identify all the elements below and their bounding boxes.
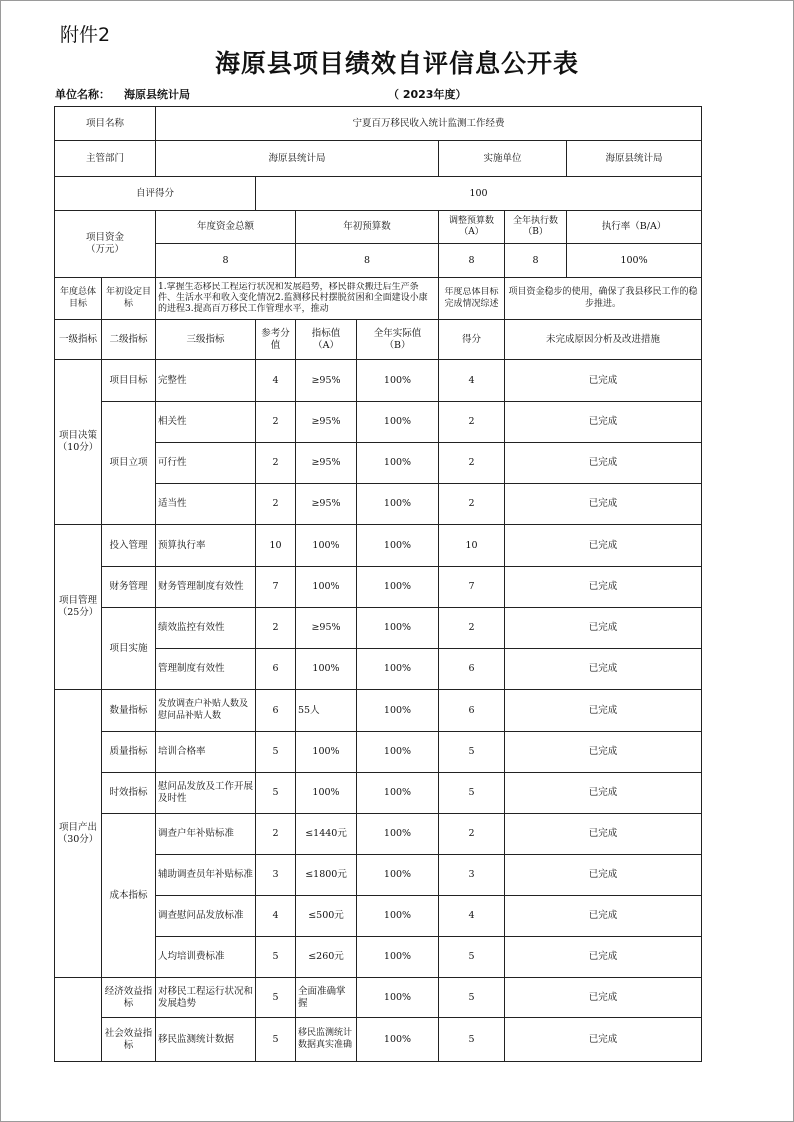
table-row <box>55 690 702 732</box>
performance-table <box>54 106 702 1062</box>
actual-value: 100% <box>357 732 439 773</box>
indicator-name: 对移民工程运行状况和发展趋势 <box>156 978 256 1018</box>
ref-score: 7 <box>256 567 296 608</box>
dept-value: 海原县统计局 <box>156 141 439 177</box>
group-decision: 项目决策 （10分） <box>55 360 102 525</box>
funds-initial: 8 <box>296 244 439 278</box>
score-cell: 7 <box>439 567 505 608</box>
score-cell: 6 <box>439 690 505 732</box>
completion-text: 项目资金稳步的使用，确保了我县移民工作的稳步推进。 <box>505 278 702 320</box>
completion-label-text: 年度总体目标完成情况综述 <box>444 287 499 309</box>
table-row <box>55 525 702 567</box>
actual-value: 100% <box>357 690 439 732</box>
ref-score: 5 <box>256 1018 296 1062</box>
impl-label: 实施单位 <box>439 141 567 177</box>
indicator-name: 适当性 <box>156 484 256 525</box>
level2-economic: 经济效益指标 <box>102 978 156 1018</box>
actual-value: 100% <box>357 896 439 937</box>
target-value: 全面准确掌握 <box>296 978 357 1018</box>
goal-row <box>55 278 702 320</box>
level2-input-mgmt: 投入管理 <box>102 525 156 567</box>
table-row <box>55 814 702 855</box>
indicator-name: 绩效监控有效性 <box>156 608 256 649</box>
actual-value: 100% <box>357 937 439 978</box>
target-value: ≥95% <box>296 402 357 443</box>
score-cell: 2 <box>439 814 505 855</box>
initial-goal-label: 年初设定目标 <box>102 278 156 320</box>
actual-value: 100% <box>357 773 439 814</box>
analysis-cell: 已完成 <box>505 484 702 525</box>
score-cell: 5 <box>439 978 505 1018</box>
indicator-name: 完整性 <box>156 360 256 402</box>
ref-score: 5 <box>256 773 296 814</box>
score-cell: 4 <box>439 360 505 402</box>
attachment-label: 附件2 <box>60 24 111 46</box>
level2-social: 社会效益指标 <box>102 1018 156 1062</box>
score-cell: 3 <box>439 855 505 896</box>
col-level2: 二级指标 <box>102 320 156 360</box>
indicator-name: 管理制度有效性 <box>156 649 256 690</box>
target-value: ≥95% <box>296 484 357 525</box>
target-value: 55人 <box>296 690 357 732</box>
indicator-name: 人均培训费标准 <box>156 937 256 978</box>
actual-value: 100% <box>357 443 439 484</box>
actual-value: 100% <box>357 649 439 690</box>
score-cell: 2 <box>439 402 505 443</box>
completion-label <box>439 278 505 320</box>
funds-label: 项目资金 （万元） <box>55 211 156 278</box>
analysis-cell: 已完成 <box>505 402 702 443</box>
level2-timeliness: 时效指标 <box>102 773 156 814</box>
actual-value: 100% <box>357 814 439 855</box>
department-row <box>55 141 702 177</box>
initial-goal-content: 1.掌握生态移民工程运行状况和发展趋势，移民群众搬迁后生产条件、生活水平和收入变化情况2.监测移民村摆脱贫困和全面建设小康的进程3.提高百万移民工作管理水平，推动 <box>158 281 428 315</box>
score-cell: 5 <box>439 937 505 978</box>
indicator-name: 可行性 <box>156 443 256 484</box>
level2-project-impl: 项目实施 <box>102 608 156 690</box>
target-value: 100% <box>296 732 357 773</box>
indicator-name: 慰问品发放及工作开展及时性 <box>156 773 256 814</box>
unit-name: 海原县统计局 <box>124 88 190 101</box>
analysis-cell: 已完成 <box>505 443 702 484</box>
target-value: ≤1800元 <box>296 855 357 896</box>
score-cell: 5 <box>439 1018 505 1062</box>
analysis-cell: 已完成 <box>505 360 702 402</box>
level2-finance-mgmt: 财务管理 <box>102 567 156 608</box>
annual-goal-label: 年度总体目标 <box>55 278 102 320</box>
analysis-cell: 已完成 <box>505 773 702 814</box>
actual-value: 100% <box>357 855 439 896</box>
ref-score: 2 <box>256 484 296 525</box>
funds-header-rate: 执行率（B/A） <box>567 211 702 244</box>
analysis-cell: 已完成 <box>505 567 702 608</box>
target-value: ≥95% <box>296 608 357 649</box>
target-value: 100% <box>296 525 357 567</box>
indicator-name: 移民监测统计数据 <box>156 1018 256 1062</box>
funds-header-row <box>55 211 702 244</box>
unit-line <box>55 86 190 102</box>
score-cell: 5 <box>439 732 505 773</box>
unit-label: 单位名称： <box>55 88 110 101</box>
target-value: ≤1440元 <box>296 814 357 855</box>
score-cell: 10 <box>439 525 505 567</box>
table-row <box>55 608 702 649</box>
actual-value: 100% <box>357 978 439 1018</box>
funds-rate: 100% <box>567 244 702 278</box>
funds-total: 8 <box>156 244 296 278</box>
ref-score: 5 <box>256 937 296 978</box>
table-row <box>55 773 702 814</box>
funds-header-total: 年度资金总额 <box>156 211 296 244</box>
col-score: 得分 <box>439 320 505 360</box>
score-value: 100 <box>256 177 702 211</box>
indicator-name: 相关性 <box>156 402 256 443</box>
col-level3: 三级指标 <box>156 320 256 360</box>
funds-header-initial: 年初预算数 <box>296 211 439 244</box>
ref-score: 6 <box>256 690 296 732</box>
analysis-cell: 已完成 <box>505 608 702 649</box>
ref-score: 5 <box>256 732 296 773</box>
initial-goal-text <box>156 278 439 320</box>
score-cell: 2 <box>439 608 505 649</box>
indicator-name: 财务管理制度有效性 <box>156 567 256 608</box>
ref-score: 2 <box>256 402 296 443</box>
dept-label: 主管部门 <box>55 141 156 177</box>
funds-header-adjusted: 调整预算数 （A） <box>439 211 505 244</box>
indicator-name: 培训合格率 <box>156 732 256 773</box>
analysis-cell: 已完成 <box>505 525 702 567</box>
col-actual: 全年实际值 （B） <box>357 320 439 360</box>
ref-score: 4 <box>256 360 296 402</box>
target-value: 100% <box>296 567 357 608</box>
table-row <box>55 732 702 773</box>
target-value: ≥95% <box>296 360 357 402</box>
indicator-name: 预算执行率 <box>156 525 256 567</box>
actual-value: 100% <box>357 484 439 525</box>
analysis-cell: 已完成 <box>505 649 702 690</box>
table-row <box>55 360 702 402</box>
target-value: 100% <box>296 649 357 690</box>
analysis-cell: 已完成 <box>505 937 702 978</box>
level2-quality: 质量指标 <box>102 732 156 773</box>
analysis-cell: 已完成 <box>505 1018 702 1062</box>
table-row <box>55 402 702 443</box>
level2-project-setup: 项目立项 <box>102 402 156 525</box>
level2-quantity: 数量指标 <box>102 690 156 732</box>
actual-value: 100% <box>357 525 439 567</box>
page-title: 海原县项目绩效自评信息公开表 <box>214 49 579 78</box>
indicator-name: 辅助调查员年补贴标准 <box>156 855 256 896</box>
report-year: （ 2023年度） <box>388 88 467 101</box>
score-row <box>55 177 702 211</box>
ref-score: 10 <box>256 525 296 567</box>
col-target: 指标值 （A） <box>296 320 357 360</box>
project-name-label: 项目名称 <box>55 107 156 141</box>
analysis-cell: 已完成 <box>505 855 702 896</box>
indicator-name: 发放调查户补贴人数及慰问品补贴人数 <box>156 690 256 732</box>
ref-score: 6 <box>256 649 296 690</box>
project-name-row <box>55 107 702 141</box>
analysis-cell: 已完成 <box>505 732 702 773</box>
group-management: 项目管理 （25分） <box>55 525 102 690</box>
target-value: 移民监测统计数据真实准确 <box>296 1018 357 1062</box>
analysis-cell: 已完成 <box>505 690 702 732</box>
col-ref-score: 参考分值 <box>256 320 296 360</box>
target-value: ≤260元 <box>296 937 357 978</box>
level2-cost: 成本指标 <box>102 814 156 978</box>
project-name: 宁夏百万移民收入统计监测工作经费 <box>156 107 702 141</box>
table-row <box>55 1018 702 1062</box>
score-label: 自评得分 <box>55 177 256 211</box>
actual-value: 100% <box>357 402 439 443</box>
analysis-cell: 已完成 <box>505 896 702 937</box>
actual-value: 100% <box>357 360 439 402</box>
table-row <box>55 567 702 608</box>
group-output: 项目产出 （30分） <box>55 690 102 978</box>
target-value: ≥95% <box>296 443 357 484</box>
actual-value: 100% <box>357 608 439 649</box>
score-cell: 5 <box>439 773 505 814</box>
indicator-name: 调查户年补贴标准 <box>156 814 256 855</box>
column-header-row <box>55 320 702 360</box>
funds-adjusted: 8 <box>439 244 505 278</box>
table-row <box>55 978 702 1018</box>
level2-project-goal: 项目目标 <box>102 360 156 402</box>
group-benefit <box>55 978 102 1062</box>
ref-score: 2 <box>256 608 296 649</box>
col-analysis: 未完成原因分析及改进措施 <box>505 320 702 360</box>
ref-score: 2 <box>256 443 296 484</box>
ref-score: 2 <box>256 814 296 855</box>
target-value: ≤500元 <box>296 896 357 937</box>
funds-executed: 8 <box>505 244 567 278</box>
score-cell: 2 <box>439 484 505 525</box>
actual-value: 100% <box>357 1018 439 1062</box>
col-level1: 一级指标 <box>55 320 102 360</box>
score-cell: 4 <box>439 896 505 937</box>
analysis-cell: 已完成 <box>505 814 702 855</box>
analysis-cell: 已完成 <box>505 978 702 1018</box>
indicator-name: 调查慰问品发放标准 <box>156 896 256 937</box>
funds-header-executed: 全年执行数 （B） <box>505 211 567 244</box>
score-cell: 2 <box>439 443 505 484</box>
actual-value: 100% <box>357 567 439 608</box>
ref-score: 3 <box>256 855 296 896</box>
target-value: 100% <box>296 773 357 814</box>
impl-value: 海原县统计局 <box>567 141 702 177</box>
ref-score: 5 <box>256 978 296 1018</box>
ref-score: 4 <box>256 896 296 937</box>
score-cell: 6 <box>439 649 505 690</box>
